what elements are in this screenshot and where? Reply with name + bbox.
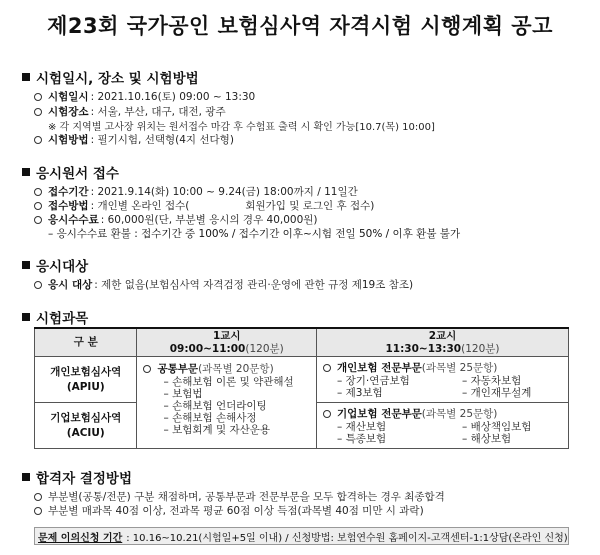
list-item: – 손해보험 손해사정 <box>163 412 257 425</box>
common-subjects-heading <box>143 361 310 376</box>
list-item: – 손해보험 언더라이팅 <box>163 400 267 413</box>
square-bullet-icon <box>22 313 30 321</box>
application-way-value: : 개인별 온라인 접수( <box>90 200 190 212</box>
list-item: – 특종보험 <box>336 433 387 446</box>
section-title: 응시대상 <box>36 259 89 275</box>
exam-place-label: 시험장소 <box>48 106 89 118</box>
list-item: – 장기·연금보험 <box>336 375 410 388</box>
subjects-table <box>34 327 569 449</box>
section-heading-subjects <box>22 307 88 327</box>
row-abbr: (APIU) <box>66 380 105 393</box>
session2-header <box>316 328 568 357</box>
exam-place-value: : 서울, 부산, 대구, 대전, 광주 <box>90 106 226 118</box>
corporate-count: (과목별 25문항) <box>421 408 498 421</box>
corporate-subjects-heading <box>323 406 562 421</box>
common-title: 공통부문 <box>157 363 199 376</box>
row-label-aciu <box>35 403 137 449</box>
personal-title: 개인보험 전문부문 <box>336 362 422 375</box>
circle-bullet-icon <box>34 281 42 289</box>
pass-rule-2 <box>34 503 424 518</box>
session1-duration: (120분) <box>245 342 284 355</box>
application-way-value-2: 회원가입 및 로그인 후 접수) <box>245 200 375 212</box>
row-name: 기업보험심사역 <box>50 412 122 424</box>
list-item: – 보험회계 및 자산운용 <box>163 424 271 437</box>
pass-rule-1-text: 부분별(공통/전문) 구분 채점하며, 공통부문과 전문부문을 모두 합격하는 경우 최종합격 <box>48 491 445 503</box>
application-way-label: 접수방법 <box>48 200 89 212</box>
table-header-row <box>35 328 569 357</box>
section-heading-schedule <box>22 67 199 87</box>
list-item: – 해상보험 <box>461 433 512 446</box>
circle-bullet-icon <box>34 188 42 196</box>
pass-rule-1 <box>34 489 445 504</box>
objection-notice <box>34 527 569 545</box>
section-heading-application <box>22 162 119 182</box>
refund-policy: – 응시수수료 환불 : 접수기간 중 100% / 접수기간 이후~시험 전일 50% / 이후 환불 불가 <box>48 228 461 240</box>
application-fee-label: 응시수수료 <box>48 214 99 226</box>
exam-method-value: : 필기시험, 선택형(4지 선다형) <box>90 134 234 146</box>
list-item: – 재산보험 <box>336 421 387 434</box>
session2-time: 11:30~13:30 <box>385 342 462 355</box>
list-item: – 배상책임보험 <box>461 421 532 434</box>
list-item: – 보험법 <box>163 388 203 401</box>
exam-place-line <box>34 104 226 119</box>
objection-notice-label: 문제 이의신청 기간 <box>38 532 123 544</box>
exam-method-label: 시험방법 <box>48 134 89 146</box>
personal-count: (과목별 25문항) <box>421 362 498 375</box>
list-item: – 제3보험 <box>336 387 383 400</box>
application-period-label: 접수기간 <box>48 186 89 198</box>
exam-date-line <box>34 89 255 104</box>
circle-bullet-icon <box>323 364 331 372</box>
session1-time: 09:00~11:00 <box>169 342 246 355</box>
circle-bullet-icon <box>34 202 42 210</box>
application-period-value: : 2021.9.14(화) 10:00 ~ 9.24(금) 18:00까지 / 11일간 <box>90 186 358 198</box>
personal-subjects-heading <box>323 360 562 375</box>
application-fee-line <box>34 212 318 227</box>
eligibility-value: : 제한 없음(보험심사역 자격검정 관리·운영에 관한 규정 제19조 참조) <box>94 279 414 291</box>
eligibility-line <box>34 277 413 292</box>
list-item: – 개인재무설계 <box>461 387 532 400</box>
table-row <box>35 357 569 403</box>
exam-date-label: 시험일시 <box>48 91 89 103</box>
section-heading-pass <box>22 467 132 487</box>
corporate-title: 기업보험 전문부문 <box>336 408 422 421</box>
section-title: 응시원서 접수 <box>36 166 119 182</box>
personal-subjects-cell <box>316 357 568 403</box>
list-item: – 손해보험 이론 및 약관해설 <box>163 376 294 389</box>
exam-method-line <box>34 132 234 147</box>
square-bullet-icon <box>22 261 30 269</box>
session1-title: 1교시 <box>212 330 241 342</box>
square-bullet-icon <box>22 168 30 176</box>
application-fee-value: : 60,000원(단, 부분별 응시의 경우 40,000원) <box>100 214 318 226</box>
page-title: 제23회 국가공인 보험심사역 자격시험 시행계획 공고 <box>47 14 553 38</box>
square-bullet-icon <box>22 473 30 481</box>
circle-bullet-icon <box>34 93 42 101</box>
objection-notice-value: : 10.16~10.21(시험일+5일 이내) / 신청방법: 보험연수원 홈페이지-고객센터-1:1상담(온라인 신청) <box>126 532 568 544</box>
row-abbr: (ACIU) <box>66 426 105 439</box>
session1-header <box>137 328 317 357</box>
eligibility-label: 응시 대상 <box>48 279 93 291</box>
row-name: 개인보험심사역 <box>50 366 122 378</box>
application-period-line <box>34 184 358 199</box>
circle-bullet-icon <box>34 507 42 515</box>
circle-bullet-icon <box>34 493 42 501</box>
category-header: 구 분 <box>35 328 137 357</box>
row-label-apiu <box>35 357 137 403</box>
circle-bullet-icon <box>34 216 42 224</box>
section-title: 시험과목 <box>36 311 89 327</box>
section-title: 합격자 결정방법 <box>36 471 132 487</box>
circle-bullet-icon <box>143 365 151 373</box>
common-count: (과목별 20문항) <box>198 363 274 376</box>
circle-bullet-icon <box>34 136 42 144</box>
exam-date-value: : 2021.10.16(토) 09:00 ~ 13:30 <box>90 91 256 103</box>
pass-rule-2-text: 부분별 매과목 40점 이상, 전과목 평균 60점 이상 득점(과목별 40점 미만 시 과락) <box>48 505 424 517</box>
circle-bullet-icon <box>323 410 331 418</box>
section-title: 시험일시, 장소 및 시험방법 <box>36 71 199 87</box>
session2-duration: (120분) <box>461 342 500 355</box>
session2-title: 2교시 <box>428 330 457 342</box>
square-bullet-icon <box>22 73 30 81</box>
application-way-line <box>34 198 374 213</box>
corporate-subjects-cell <box>316 403 568 449</box>
exam-place-note: ※ 각 지역별 고사장 위치는 원서접수 마감 후 수험표 출력 시 확인 가능[10.7(목) 10:00] <box>48 122 435 133</box>
common-subjects-cell <box>137 357 317 449</box>
circle-bullet-icon <box>34 108 42 116</box>
list-item: – 자동차보험 <box>461 375 522 388</box>
section-heading-eligibility <box>22 255 88 275</box>
